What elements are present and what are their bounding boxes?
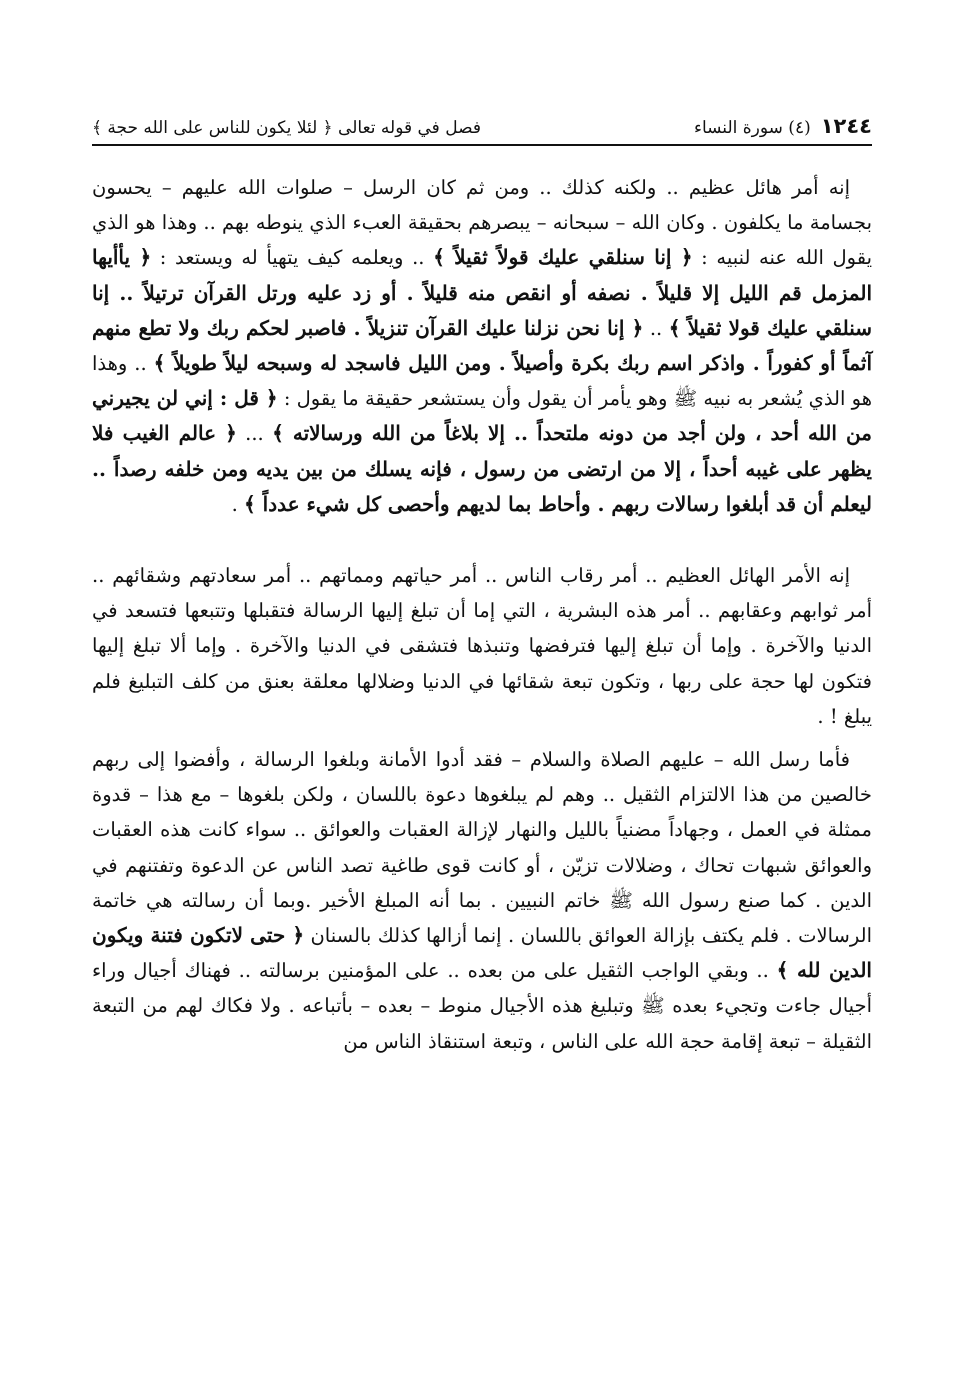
page-number: ١٢٤٤ — [820, 114, 872, 138]
quran-verse: ﴿ يأأيها المزمل قم الليل إلا قليلاً . نصفه أو انقص منه قليلاً . أو زد عليه ورتل القرآن ترتيلاً .. إنا سنلقي عليك قولا ثقيلاً ﴾ — [92, 245, 872, 340]
quran-verse: ﴿ إنا سنلقي عليك قولاً ثقيلاً ﴾ — [433, 245, 693, 270]
quran-verse: ﴿ حتى لاتكون فتنة ويكون الدين لله ﴾ — [92, 923, 872, 983]
paragraph — [92, 558, 872, 734]
text-segment: . — [231, 492, 244, 516]
book-page — [92, 100, 872, 1360]
quran-verse: ﴿ إنا نحن نزلنا عليك القرآن تنزيلاً . فاصبر لحكم ربك ولا تطع منهم آثماً أو كفوراً . واذكر اسم ربك بكرة وأصيلاً . ومن الليل فاسجد له وسبحه ليلاً طويلاً ﴾ — [92, 315, 872, 376]
text-segment: .. وبقي الواجب الثقيل على من بعده .. على المؤمنين برسالته .. فهناك أجيال وراء أجيال جاءت وتجيء بعده ﷺ وتبليغ هذه الأجيال منوط – بعده – بأتباعه . ولا فكاك لهم من التبعة الثقيلة – تبعة إقامة حجة الله على الناس ، وتبعة استنقاذ الناس من — [92, 959, 872, 1053]
surah-name: (٤) سورة النساء — [693, 118, 811, 138]
text-segment: إنه الأمر الهائل العظيم .. أمر رقاب الناس .. أمر حياتهم ومماتهم .. أمر سعادتهم وشقائهم .. أمر ثوابهم وعقابهم .. أمر هذه البشرية ، التي إما أن تبلغ إليها الرسالة فتقبلها وتتبعها فتسعد في الدنيا والآخرة . وإما أن تبلغ إليها فترفضها وتنبذها فتشقى في الدنيا والآخرة . وإما ألا تبلغ إليها فتكون لها حجة على ربها ، وتكون تبعة شقائها في الدنيا وضلالها معلقة بعنق من كلف التبليغ فلم يبلغ ! . — [92, 564, 872, 728]
header-right-group — [694, 114, 872, 138]
quran-verse: ﴿ قل : إني لن يجيرني من الله أحد ، ولن أجد من دونه ملتحداً .. إلا بلاغاً من الله ورسالاته ﴾ — [92, 386, 872, 446]
text-segment: .. وهذا هو الذي يُشعر به نبيه ﷺ وهو يأمر أن يقول وأن يستشعر حقيقة ما يقول : — [92, 352, 872, 411]
quran-verse: ﴿ عالم الغيب فلا يظهر على غيبه أحداً ، إلا من ارتضى من رسول ، فإنه يسلك من بين يديه ومن خلفه رصداً .. ليعلم أن قد أبلغوا رسالات ربهم . وأحاط بما لديهم وأحصى كل شيء عدداً ﴾ — [92, 421, 872, 516]
text-segment: إنه أمر هائل عظيم .. ولكنه كذلك .. ومن ثم كان الرسل – صلوات الله عليهم – يحسون بجسامة ما يكلفون . وكان الله – سبحانه – يبصرهم بحقيقة العبء الذي ينوطه بهم .. وهذا هو الذي يقول الله عنه لنبيه : — [92, 176, 873, 270]
paragraph — [92, 170, 872, 522]
paragraph — [92, 742, 872, 1059]
text-segment: .. ويعلمه كيف يتهيأ له ويستعد : — [151, 246, 434, 270]
running-header — [92, 100, 872, 146]
section-title: فصل في قوله تعالى ﴿ لئلا يكون للناس على الله حجة ﴾ — [92, 118, 481, 138]
text-segment: .. — [643, 316, 669, 340]
text-segment: فأما رسل الله – عليهم الصلاة والسلام – فقد أدوا الأمانة وبلغوا الرسالة ، وأفضوا إلى ربهم خالصين من هذا الالتزام الثقيل .. وهم لم يبلغوها دعوة باللسان ، ولكن بلغوها – مع هذا – قدوة ممثلة في العمل ، وجهاداً مضنياً بالليل والنهار لإزالة العقبات والعوائق .. سواء كانت هذه العقبات والعوائق شبهات تحاك ، وضلالات تزيّن ، أو كانت قوى طاغية تصد الناس عن الدعوة وتفتنهم في الدين . كما صنع رسول الله ﷺ خاتم النبيين . بما أنه المبلغ الأخير .وبما أن رسالته هي خاتمة الرسالات . فلم يكتف بإزالة العوائق باللسان . إنما أزالها كذلك بالسنان — [92, 748, 872, 948]
text-segment: ... — [236, 422, 273, 446]
body-text — [92, 170, 872, 1059]
